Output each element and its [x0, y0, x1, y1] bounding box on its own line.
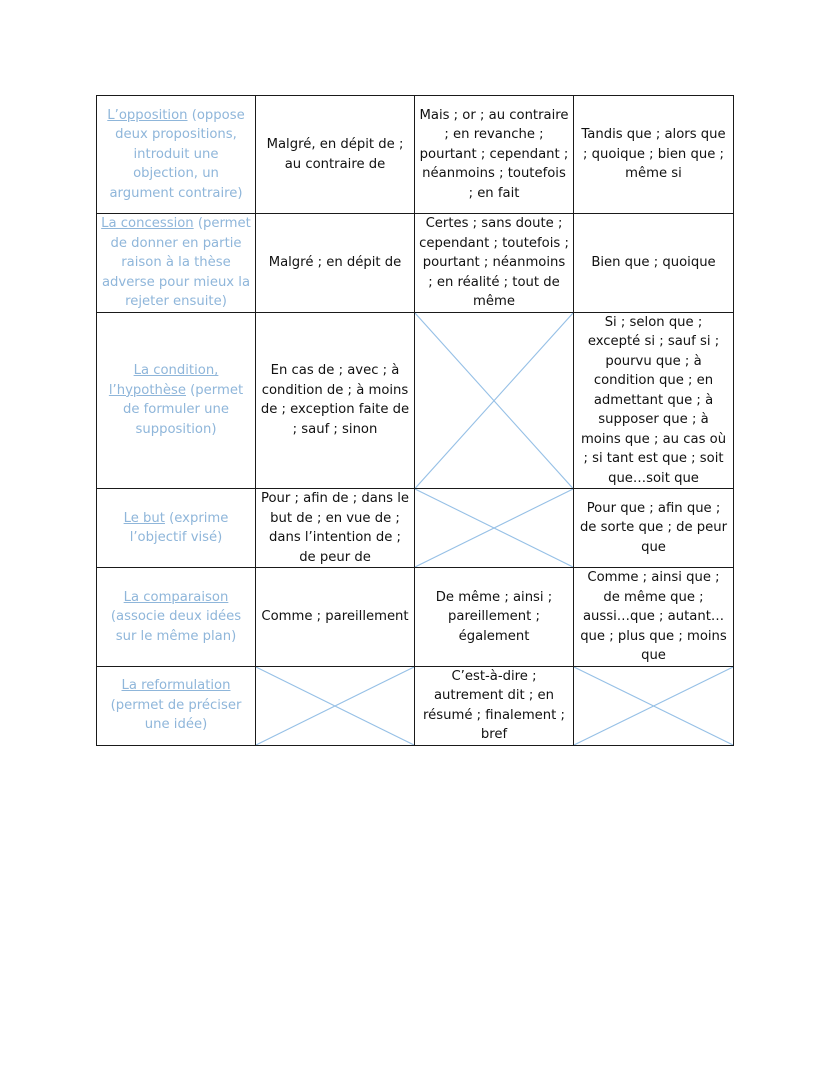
cross-icon — [574, 667, 733, 745]
category-description: (permet de donner en partie raison à la thèse adverse pour mieux la rejeter ensuite) — [101, 216, 251, 309]
table-row — [97, 489, 734, 568]
prepositions-cell: En cas de ; avec ; à condition de ; à moins de ; exception faite de ; sauf ; sinon — [256, 312, 415, 489]
conjunctions-cell: Pour que ; afin que ; de sorte que ; de peur que — [574, 489, 734, 568]
empty-cell-cross — [574, 666, 734, 745]
category-cell — [97, 666, 256, 745]
category-link[interactable]: La reformulation — [121, 678, 231, 694]
category-description: (associe deux idées sur le même plan) — [110, 609, 242, 644]
table-row — [97, 666, 734, 745]
conjunctions-cell: Bien que ; quoique — [574, 214, 734, 313]
category-description: (oppose deux propositions, introduit une objection, un argument contraire) — [109, 107, 245, 201]
category-link[interactable]: Le but — [123, 510, 165, 526]
connectors-table — [96, 95, 734, 746]
prepositions-cell: Comme ; pareillement — [256, 568, 415, 667]
category-cell — [97, 568, 256, 667]
category-link[interactable]: La concession — [101, 216, 194, 231]
category-cell — [97, 312, 256, 489]
adverbs-cell: Certes ; sans doute ; cependant ; toutefois ; pourtant ; néanmoins ; en réalité ; tout de même — [415, 214, 574, 313]
table-row — [97, 312, 734, 489]
category-description: (permet de préciser une idée) — [110, 697, 242, 733]
cross-icon — [415, 313, 573, 489]
category-cell — [97, 214, 256, 313]
category-link[interactable]: La condition, l’hypothèse — [108, 363, 219, 398]
category-link[interactable]: L’opposition — [107, 107, 188, 123]
category-link[interactable]: La comparaison — [123, 589, 229, 605]
category-description: (exprime l’objectif visé) — [129, 510, 229, 545]
cross-icon — [256, 667, 414, 745]
conjunctions-cell: Comme ; ainsi que ; de même que ; aussi…que ; autant…que ; plus que ; moins que — [574, 568, 734, 667]
empty-cell-cross — [415, 489, 574, 568]
adverbs-cell: Mais ; or ; au contraire ; en revanche ; pourtant ; cependant ; néanmoins ; toutefois ; en fait — [415, 96, 574, 214]
category-cell — [97, 489, 256, 568]
prepositions-cell: Malgré ; en dépit de — [256, 214, 415, 313]
category-description: (permet de formuler une supposition) — [122, 382, 244, 437]
adverbs-cell: De même ; ainsi ; pareillement ; également — [415, 568, 574, 667]
conjunctions-cell: Tandis que ; alors que ; quoique ; bien que ; même si — [574, 96, 734, 214]
prepositions-cell: Malgré, en dépit de ; au contraire de — [256, 96, 415, 214]
conjunctions-cell: Si ; selon que ; excepté si ; sauf si ; pourvu que ; à condition que ; en admettant que ; à supposer que ; à moins que ; au cas où ; si tant est que ; soit que…soit que — [574, 312, 734, 489]
empty-cell-cross — [415, 312, 574, 489]
prepositions-cell: Pour ; afin de ; dans le but de ; en vue de ; dans l’intention de ; de peur de — [256, 489, 415, 568]
adverbs-cell: C’est-à-dire ; autrement dit ; en résumé ; finalement ; bref — [415, 666, 574, 745]
table-row — [97, 214, 734, 313]
category-cell — [97, 96, 256, 214]
cross-icon — [415, 489, 573, 567]
empty-cell-cross — [256, 666, 415, 745]
table-row — [97, 96, 734, 214]
table-row — [97, 568, 734, 667]
